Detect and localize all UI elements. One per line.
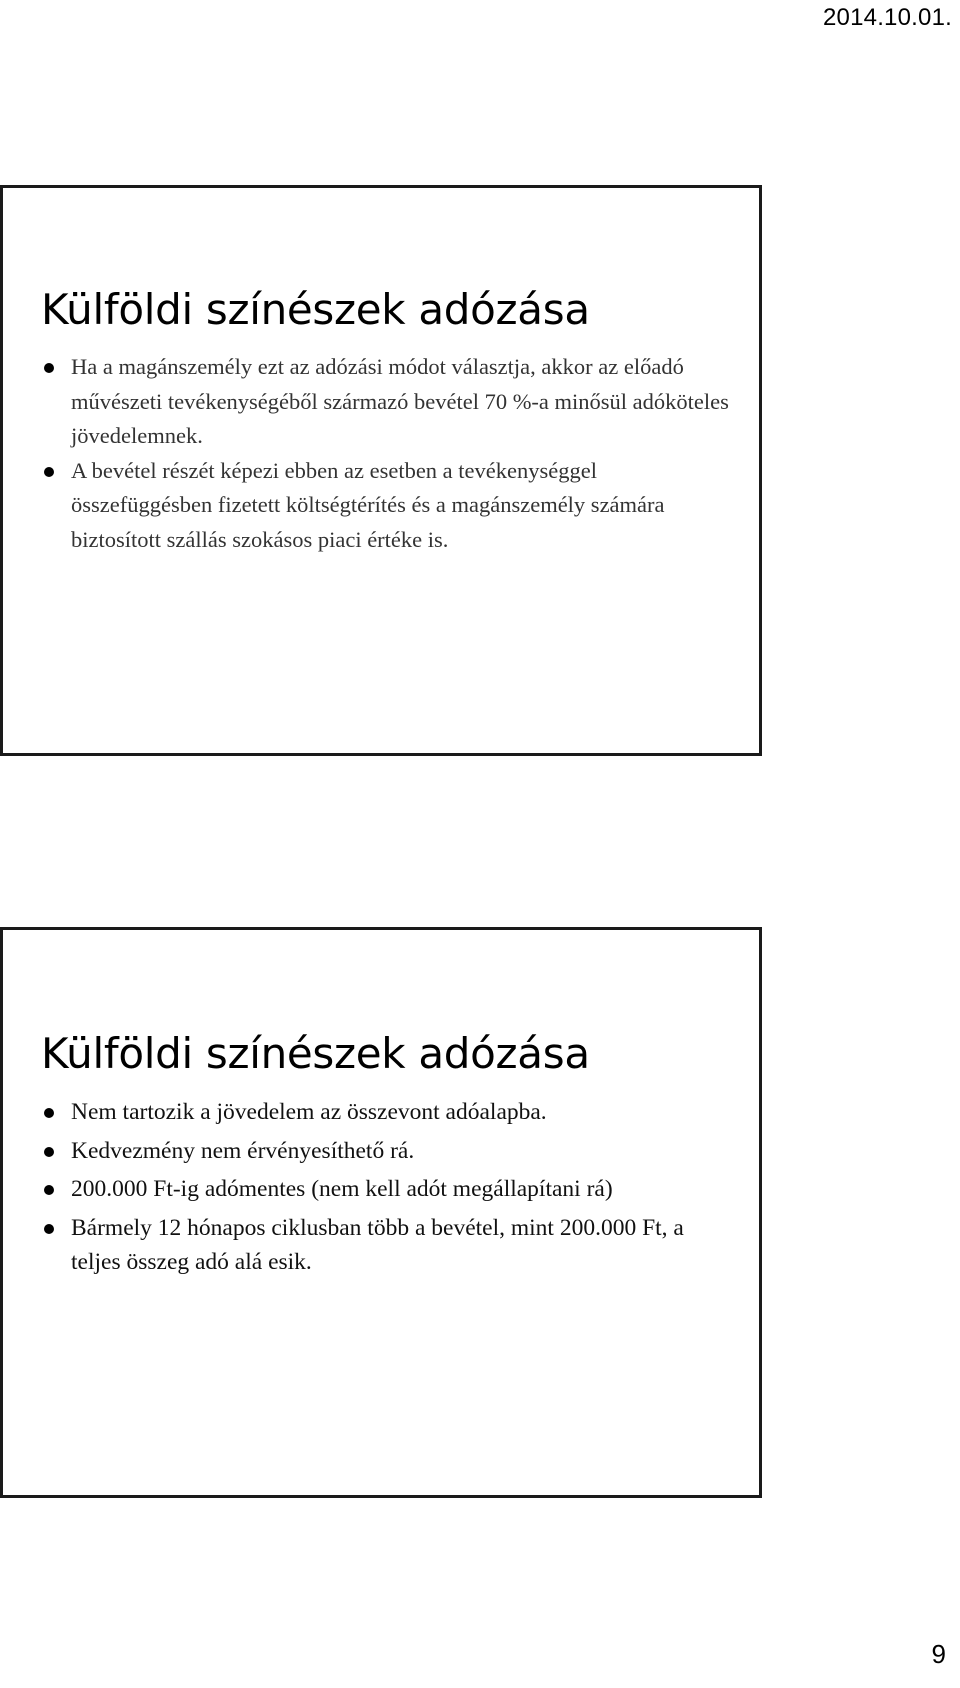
- slide-2: [0, 927, 762, 1498]
- bullet-dot-icon: [44, 1185, 54, 1195]
- page-number: 9: [931, 1639, 946, 1669]
- bullet-item: [39, 1095, 739, 1130]
- bullet-text: A bevétel részét képezi ebben az esetben a tevékenységgel összefüggésben fizetett költségtérítés és a magánszemély számára biztosított szállás szokásos piaci értéke is.: [71, 457, 665, 552]
- bullet-text: Kedvezmény nem érvényesíthető rá.: [71, 1137, 415, 1164]
- bullet-list: [39, 1095, 739, 1284]
- bullet-dot-icon: [44, 1108, 54, 1118]
- bullet-dot-icon: [44, 1224, 54, 1234]
- slide-title: Külföldi színészek adózása: [41, 1029, 590, 1078]
- bullet-item: [39, 1172, 739, 1207]
- bullet-dot-icon: [44, 467, 54, 477]
- bullet-item: [39, 350, 739, 454]
- bullet-item: [39, 1134, 739, 1169]
- slide-1: [0, 185, 762, 756]
- bullet-text: Ha a magánszemély ezt az adózási módot választja, akkor az előadó művészeti tevékenységéből származó bevétel 70 %-a minősül adóköteles jövedelemnek.: [71, 354, 729, 448]
- bullet-item: [39, 1211, 739, 1280]
- slide-title: Külföldi színészek adózása: [41, 285, 590, 334]
- bullet-text: 200.000 Ft-ig adómentes (nem kell adót megállapítani rá): [71, 1176, 613, 1202]
- bullet-dot-icon: [44, 363, 54, 373]
- page-date: 2014.10.01.: [823, 4, 952, 31]
- bullet-list: [39, 350, 739, 557]
- bullet-item: [39, 454, 739, 558]
- bullet-text: Bármely 12 hónapos ciklusban több a bevétel, mint 200.000 Ft, a teljes összeg adó alá esik.: [71, 1214, 684, 1275]
- bullet-dot-icon: [44, 1147, 54, 1157]
- bullet-text: Nem tartozik a jövedelem az összevont adóalapba.: [71, 1099, 547, 1125]
